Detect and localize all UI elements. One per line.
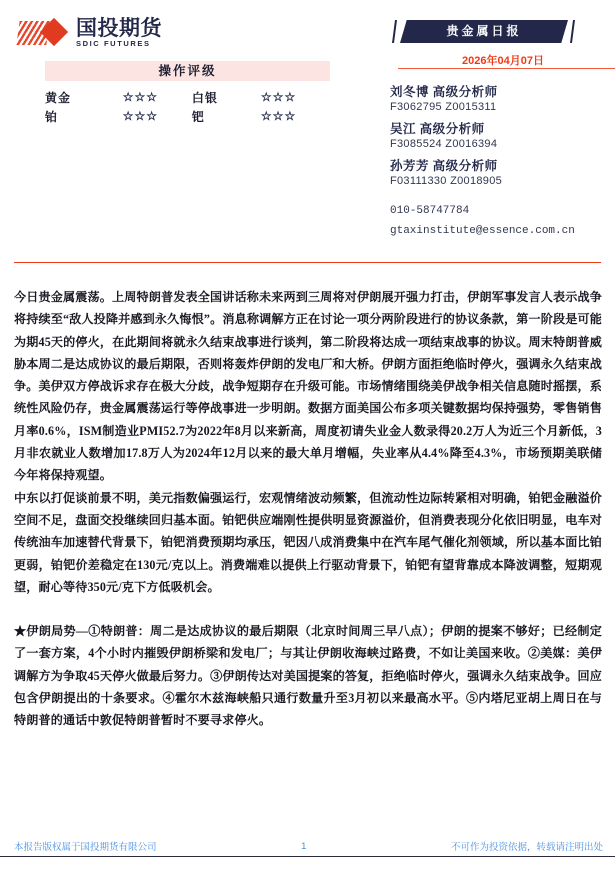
- rating-stars-platinum: ☆☆☆: [122, 109, 159, 123]
- footer-disclaimer: 不可作为投资依据，转载请注明出处: [450, 842, 603, 853]
- report-body: [14, 286, 602, 732]
- analyst-name: 孙芳芳 高级分析师: [390, 159, 498, 173]
- operation-rating-rows: [45, 88, 330, 126]
- body-paragraph-iran-situation: ★伊朗局势—①特朗普：周二是达成协议的最后期限（北京时间周三早八点）；伊朗的提案不够好；已经制定了一套方案，4个小时内摧毁伊朗桥梁和发电厂；与其让伊朗收海峡过路费，不如让美国来收。②美媒：美伊调解方为争取45天停火做最后努力。③伊朗传达对美国提案的答复，拒绝临时停火，强调永久结束战争。回应包含伊朗提出的十条要求。④霍尔木兹海峡船只通行数量升至3月初以来最高水平。⑤内塔尼亚胡上周日在与特朗普的通话中敦促特朗普暂时不要寻求停火。: [14, 624, 602, 728]
- banner-tick-left-icon: [392, 20, 397, 43]
- rating-stars-gold: ☆☆☆: [122, 90, 159, 104]
- footer-copyright: 本报告版权属于国投期货有限公司: [14, 842, 157, 853]
- report-date: 2026年04月07日: [462, 55, 544, 67]
- operation-rating-table: [45, 61, 330, 126]
- header-divider: [14, 262, 601, 263]
- report-title: 贵金属日报: [446, 24, 522, 38]
- rating-stars-palladium: ☆☆☆: [260, 109, 297, 123]
- rating-metal-gold-label: 黄金: [45, 91, 72, 105]
- analyst-license-code: F3085524 Z0016394: [390, 138, 498, 150]
- rating-metal-platinum-label: 铂: [45, 110, 59, 124]
- rating-metal-palladium-label: 钯: [191, 110, 205, 124]
- analyst-name: 吴江 高级分析师: [390, 122, 485, 136]
- logo-company-name-en: SDIC FUTURES: [76, 39, 151, 49]
- operation-rating-header: 操作评级: [45, 61, 330, 81]
- analyst-name: 刘冬博 高级分析师: [390, 85, 498, 99]
- report-footer: [14, 839, 603, 853]
- footer-page-number: 1: [301, 840, 307, 852]
- analyst-entry: [390, 82, 615, 113]
- company-logo: [18, 18, 162, 48]
- logo-company-name-cn: 国投期货: [76, 17, 162, 41]
- logo-mark-icon: [18, 18, 70, 48]
- body-paragraph-market-overview: 今日贵金属震荡。上周特朗普发表全国讲话称未来两到三周将对伊朗展开强力打击，伊朗军事发言人表示战争将持续至“敌人投降并感到永久悔恨”。消息称调解方正在讨论一项分两阶段进行的协议条款，第一阶段是可能为期45天的停火，在此期间将就永久结束战事进行谈判，第二阶段将达成一项结束战事的协议。周末特朗普威胁本周二是达成协议的最后期限，否则将轰炸伊朗的发电厂和大桥。伊朗方面拒绝临时停火，强调永久结束战争。美伊双方停战诉求存在极大分歧，战争短期存在升级可能。市场情绪围绕美伊战争相关信息随时摇摆，系统性风险仍存，贵金属震荡运行等停战事进一步明朗。数据方面美国公布多项关键数据均保持强势，零售销售月率0.6%，ISM制造业PMI52.7为2022年8月以来新高，周度初请失业金人数录得20.2万人为近三个月新低，3月非农就业人数增加17.8万人为2024年12月以来的最大单月增幅，失业率从4.4%降至4.3%，市场预期美联储今年将保持观望。: [14, 290, 602, 483]
- analyst-license-code: F03111330 Z0018905: [390, 175, 503, 187]
- report-header: [0, 0, 615, 250]
- contact-email[interactable]: gtaxinstitute@essence.com.cn: [390, 225, 575, 237]
- analyst-entry: [390, 156, 615, 187]
- footer-divider: [0, 856, 615, 857]
- analyst-list: [390, 82, 615, 245]
- report-title-banner: [400, 20, 568, 43]
- contact-block: [390, 205, 615, 237]
- table-row: [45, 107, 330, 126]
- body-paragraph-platinum-palladium: 中东以打促谈前景不明，美元指数偏强运行，宏观情绪波动频繁，但流动性边际转紧相对明确，铂钯金融溢价空间不足，盘面交投继续回归基本面。铂钯供应端刚性提供明显资源溢价，但消费表现分化依旧明显，电车对传统油车加速替代背景下，铂钯消费预期均承压，钯因八成消费集中在汽车尾气催化剂领域，所以基本面比铂更弱，铂钯价差稳定在130元/克以上。消费端难以提供上行驱动背景下，铂钯有望背靠成本降波调整，短期观望，耐心等待350元/克下方低吸机会。: [14, 490, 602, 594]
- logo-text: [76, 18, 162, 48]
- table-row: [45, 88, 330, 107]
- rating-stars-silver: ☆☆☆: [260, 90, 297, 104]
- contact-phone: 010-58747784: [390, 205, 470, 217]
- date-underline-divider: [398, 68, 615, 69]
- analyst-entry: [390, 119, 615, 150]
- rating-metal-silver-label: 白银: [191, 91, 218, 105]
- analyst-license-code: F3062795 Z0015311: [390, 101, 497, 113]
- banner-tick-right-icon: [570, 20, 575, 43]
